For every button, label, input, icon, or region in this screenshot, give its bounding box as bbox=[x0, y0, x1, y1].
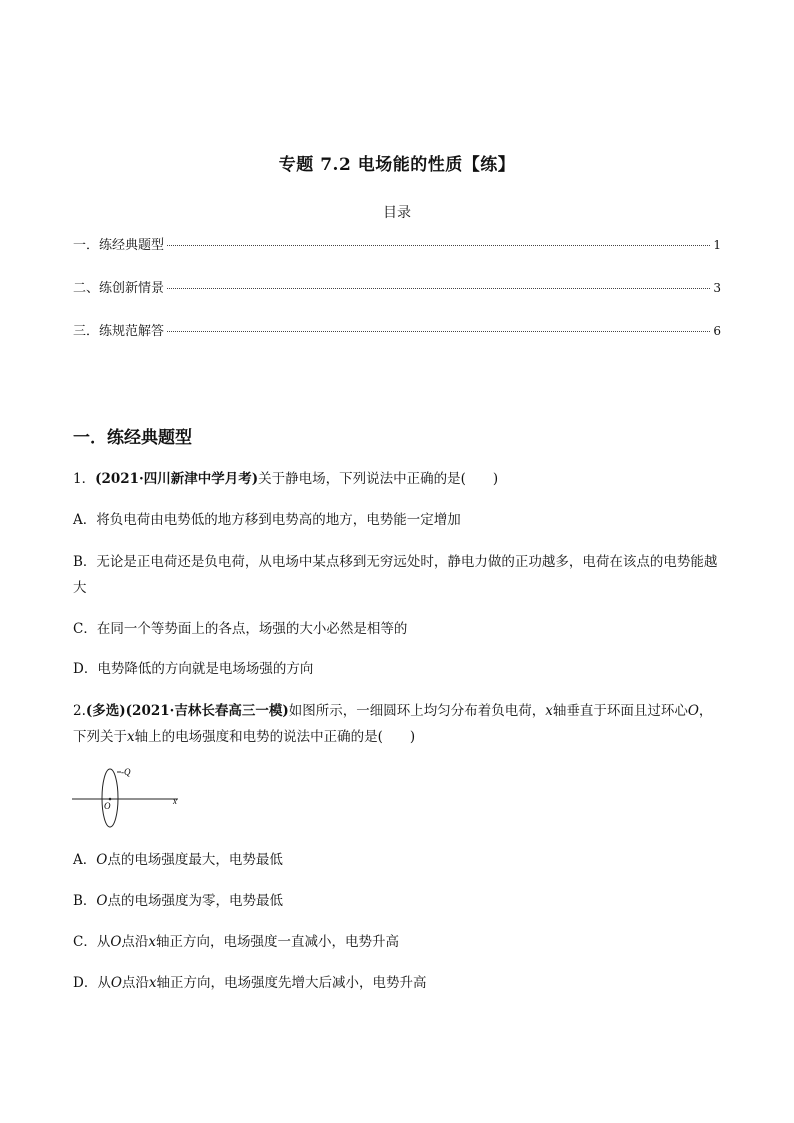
question-source: (2021·四川新津中学月考) bbox=[95, 471, 259, 487]
toc-item-label: 二、练创新情景 bbox=[73, 281, 165, 296]
toc-item-page: 3 bbox=[713, 281, 721, 295]
toc-dot-leader bbox=[167, 331, 710, 332]
toc-item-page: 6 bbox=[713, 324, 721, 338]
question-2-option-c bbox=[73, 929, 723, 955]
option-text: 点的电场强度为零，电势最低 bbox=[107, 893, 283, 909]
section-heading: 一．练经典题型 bbox=[73, 428, 192, 448]
toc-item-page: 1 bbox=[713, 238, 721, 252]
origin-label: O bbox=[104, 801, 111, 811]
option-text: 点沿 bbox=[121, 934, 149, 950]
toc-item-label: 三．练规范解答 bbox=[73, 324, 165, 339]
option-text: 轴正方向，电场强度先增大后减小，电势升高 bbox=[156, 975, 427, 991]
variable-x: x bbox=[148, 975, 157, 991]
option-text: 点的电场强度最大，电势最低 bbox=[107, 852, 283, 868]
option-prefix: C．从 bbox=[73, 934, 111, 950]
variable-o: O bbox=[110, 975, 122, 991]
question-1-option-d: D．电势降低的方向就是电场场强的方向 bbox=[73, 661, 314, 677]
option-text: 轴正方向，电场强度一直减小，电势升高 bbox=[156, 934, 400, 950]
variable-o: O bbox=[687, 703, 699, 719]
question-text: 如图所示，一细圆环上均匀分布着负电荷， bbox=[288, 703, 546, 719]
variable-x: x bbox=[127, 729, 135, 745]
charge-label: -Q bbox=[121, 767, 131, 777]
question-2-option-d bbox=[73, 970, 723, 996]
question-text: ，下列关于 bbox=[73, 703, 713, 745]
question-2-option-b bbox=[73, 888, 723, 914]
question-text: 轴垂直于环面且过环心 bbox=[552, 703, 688, 719]
toc-dot-leader bbox=[167, 245, 710, 246]
toc-heading: 目录 bbox=[383, 205, 411, 221]
question-source: (多选)(2021·吉林长春高三一模) bbox=[85, 703, 289, 719]
toc-item-label: 一．练经典题型 bbox=[73, 238, 165, 253]
variable-o: O bbox=[96, 852, 108, 868]
toc-dot-leader bbox=[167, 288, 710, 289]
toc-item[interactable] bbox=[73, 277, 721, 296]
question-2-option-a bbox=[73, 847, 723, 873]
question-text: 关于静电场，下列说法中正确的是( ) bbox=[258, 471, 499, 487]
question-2-stem bbox=[73, 698, 723, 750]
question-number: 2. bbox=[73, 703, 86, 719]
question-text: 轴上的电场强度和电势的说法中正确的是( ) bbox=[134, 729, 416, 745]
variable-o: O bbox=[96, 893, 108, 909]
variable-x: x bbox=[545, 703, 553, 719]
option-text: 点沿 bbox=[121, 975, 149, 991]
question-number: 1． bbox=[73, 471, 96, 487]
option-prefix: B． bbox=[73, 893, 97, 909]
option-prefix: A． bbox=[73, 852, 97, 868]
variable-o: O bbox=[110, 934, 122, 950]
question-1-option-c: C．在同一个等势面上的各点，场强的大小必然是相等的 bbox=[73, 621, 408, 637]
toc-item[interactable] bbox=[73, 320, 721, 339]
document-title: 专题 7.2 电场能的性质【练】 bbox=[278, 155, 516, 175]
toc-item[interactable] bbox=[73, 234, 721, 253]
question-1-stem bbox=[73, 466, 723, 492]
ring-center-point bbox=[109, 798, 112, 801]
axis-label: x bbox=[173, 796, 177, 806]
question-1-option-b: B．无论是正电荷还是负电荷，从电场中某点移到无穷远处时，静电力做的正功越多，电荷在该点的电势能越大 bbox=[73, 554, 718, 596]
variable-x: x bbox=[148, 934, 157, 950]
option-prefix: D．从 bbox=[73, 975, 111, 991]
question-1-option-a: A．将负电荷由电势低的地方移到电势高的地方，电势能一定增加 bbox=[73, 512, 461, 528]
charged-ring-figure bbox=[70, 762, 190, 832]
